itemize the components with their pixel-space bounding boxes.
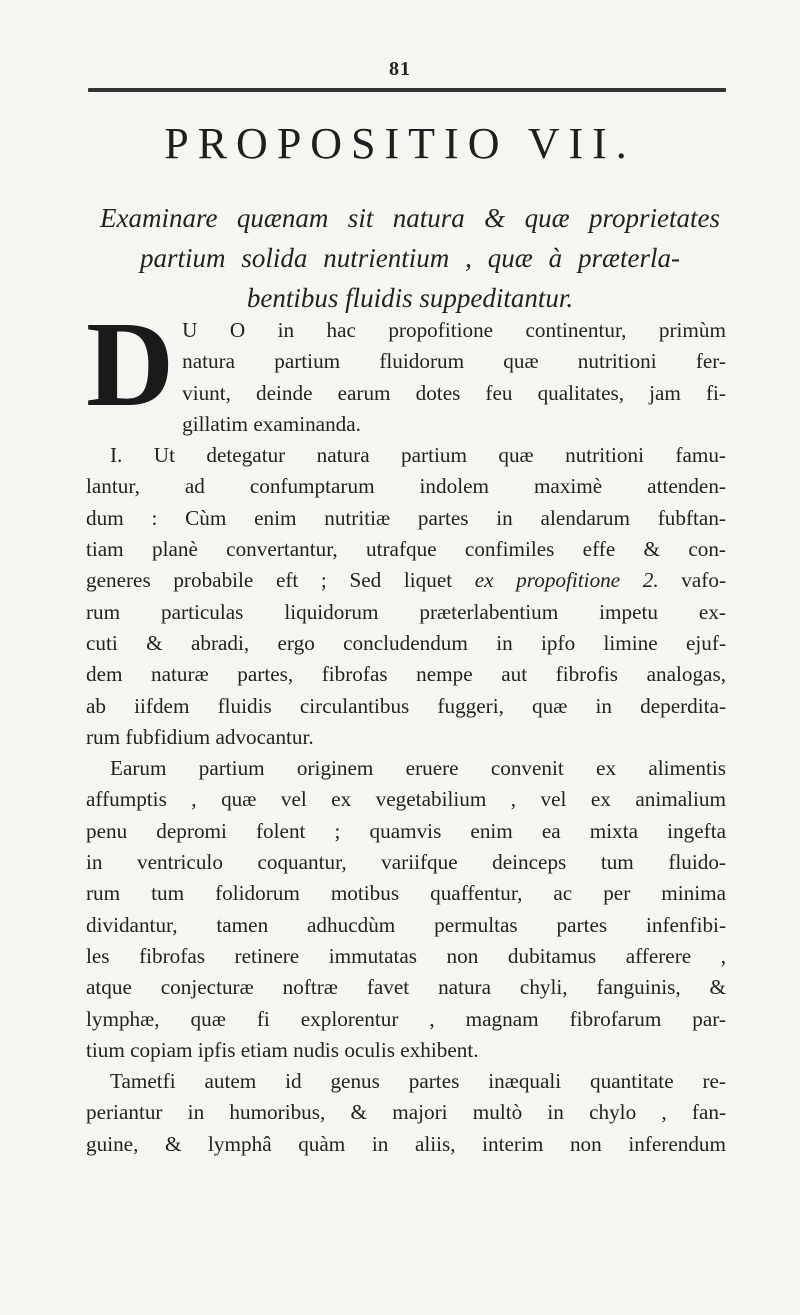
drop-cap: D (86, 297, 175, 432)
text-line-with-reference: generes probabile eft ; Sed liquet ex propofitione 2. vafo- (86, 568, 726, 593)
page-number: 81 (389, 58, 411, 80)
text-line: lymphæ, quæ fi explorentur , magnam fibrofarum par- (86, 1006, 726, 1031)
text-line: ab iifdem fluidis circulantibus fuggeri, quæ in deperdita- (86, 693, 726, 718)
text-line: natura partium fluidorum quæ nutritioni fer- (182, 349, 726, 374)
text-line: Tametfi autem id genus partes inæquali quantitate re- (110, 1069, 726, 1094)
text-line: dividantur, tamen adhucdùm permultas partes infenfibi- (86, 912, 726, 937)
text-line: tiam planè convertantur, utrafque confimiles effe & con- (86, 537, 726, 562)
text-fragment: vafo- (681, 568, 726, 593)
text-line: in ventriculo coquantur, variifque deinceps tum fluido- (86, 850, 726, 875)
text-line: viunt, deinde earum dotes feu qualitates, jam fi- (182, 380, 726, 405)
proposition-reference: ex propofitione 2. (474, 568, 659, 593)
proposition-subtitle (100, 198, 720, 318)
paragraph-4 (86, 1066, 726, 1160)
subtitle-line: partium solida nutrientium , quæ à præterla- (140, 243, 680, 273)
paragraph-2 (86, 440, 726, 753)
text-line: penu depromi folent ; quamvis enim ea mixta ingefta (86, 818, 726, 843)
text-line: guine, & lymphâ quàm in aliis, interim non inferendum (86, 1131, 726, 1156)
text-line: U O in hac propofitione continentur, primùm (182, 318, 726, 342)
text-line: Earum partium originem eruere convenit ex alimentis (110, 756, 726, 781)
paragraph-3 (86, 753, 726, 1066)
text-fragment: Sed liquet (349, 568, 453, 593)
text-line: dem naturæ partes, fibrofas nempe aut fibrofis analogas, (86, 662, 726, 687)
text-line: tium copiam ipfis etiam nudis oculis exhibent. (86, 1037, 479, 1062)
proposition-heading: PROPOSITIO VII. (164, 119, 636, 168)
subtitle-line: Examinare quænam sit natura & quæ proprietates (100, 203, 720, 233)
text-line: lantur, ad confumptarum indolem maximè attenden- (86, 474, 726, 499)
subtitle-line: bentibus fluidis suppeditantur. (246, 283, 574, 313)
text-line: rum particulas liquidorum præterlabentium impetu ex- (86, 599, 726, 624)
text-line: les fibrofas retinere immutatas non dubitamus afferere , (86, 943, 726, 968)
text-line: dum : Cùm enim nutritiæ partes in alendarum fubftan- (86, 505, 726, 530)
text-line: gillatim examinanda. (182, 411, 361, 436)
text-line: affumptis , quæ vel ex vegetabilium , vel ex animalium (86, 787, 726, 812)
header-rule (88, 88, 726, 92)
text-line: cuti & abradi, ergo concludendum in ipfo limine ejuf- (86, 630, 726, 655)
text-line: rum tum folidorum motibus quaffentur, ac per minima (86, 881, 726, 906)
text-line: atque conjecturæ noftræ favet natura chyli, fanguinis, & (86, 975, 726, 1000)
text-line: rum fubfidium advocantur. (86, 724, 314, 749)
text-line: I. Ut detegatur natura partium quæ nutritioni famu- (110, 443, 726, 468)
text-line: periantur in humoribus, & majori multò in chylo , fan- (86, 1100, 726, 1125)
